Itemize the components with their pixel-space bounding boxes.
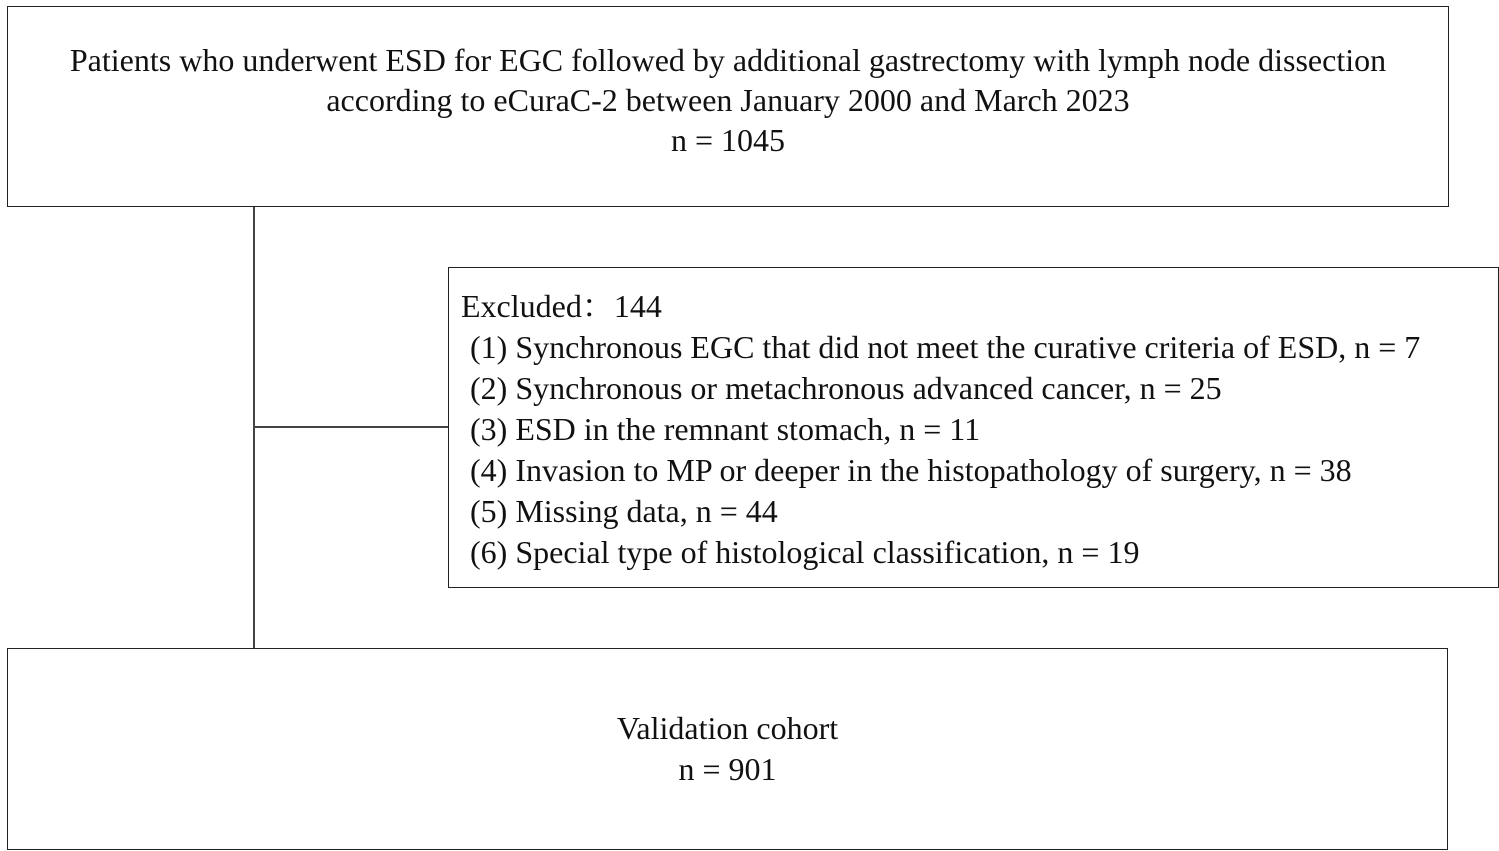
enrolled-description-line2: according to eCuraC-2 between January 2000 and March 2023 (326, 81, 1130, 118)
validation-cohort-count: n = 901 (678, 751, 777, 787)
exclusion-reason-6: (6) Special type of histological classification, n = 19 (470, 534, 1140, 570)
enrolled-description-line1: Patients who underwent ESD for EGC followed by additional gastrectomy with lymph node dissection (69, 41, 1387, 78)
validation-cohort-box (7, 648, 1448, 850)
connector-line-to-exclusion (254, 426, 448, 428)
exclusion-reason-3: (3) ESD in the remnant stomach, n = 11 (470, 411, 981, 447)
exclusion-reason-5: (5) Missing data, n = 44 (470, 493, 778, 529)
exclusion-box (448, 267, 1499, 588)
exclusion-heading: Excluded：144 (461, 288, 662, 324)
exclusion-reason-4: (4) Invasion to MP or deeper in the histopathology of surgery, n = 38 (470, 452, 1352, 488)
enrolled-patients-box (7, 6, 1449, 207)
validation-cohort-title: Validation cohort (616, 710, 839, 746)
connector-line-vertical (253, 207, 255, 648)
exclusion-reason-1: (1) Synchronous EGC that did not meet the curative criteria of ESD, n = 7 (470, 329, 1421, 365)
enrolled-count: n = 1045 (670, 121, 786, 158)
exclusion-reason-2: (2) Synchronous or metachronous advanced cancer, n = 25 (470, 370, 1222, 406)
